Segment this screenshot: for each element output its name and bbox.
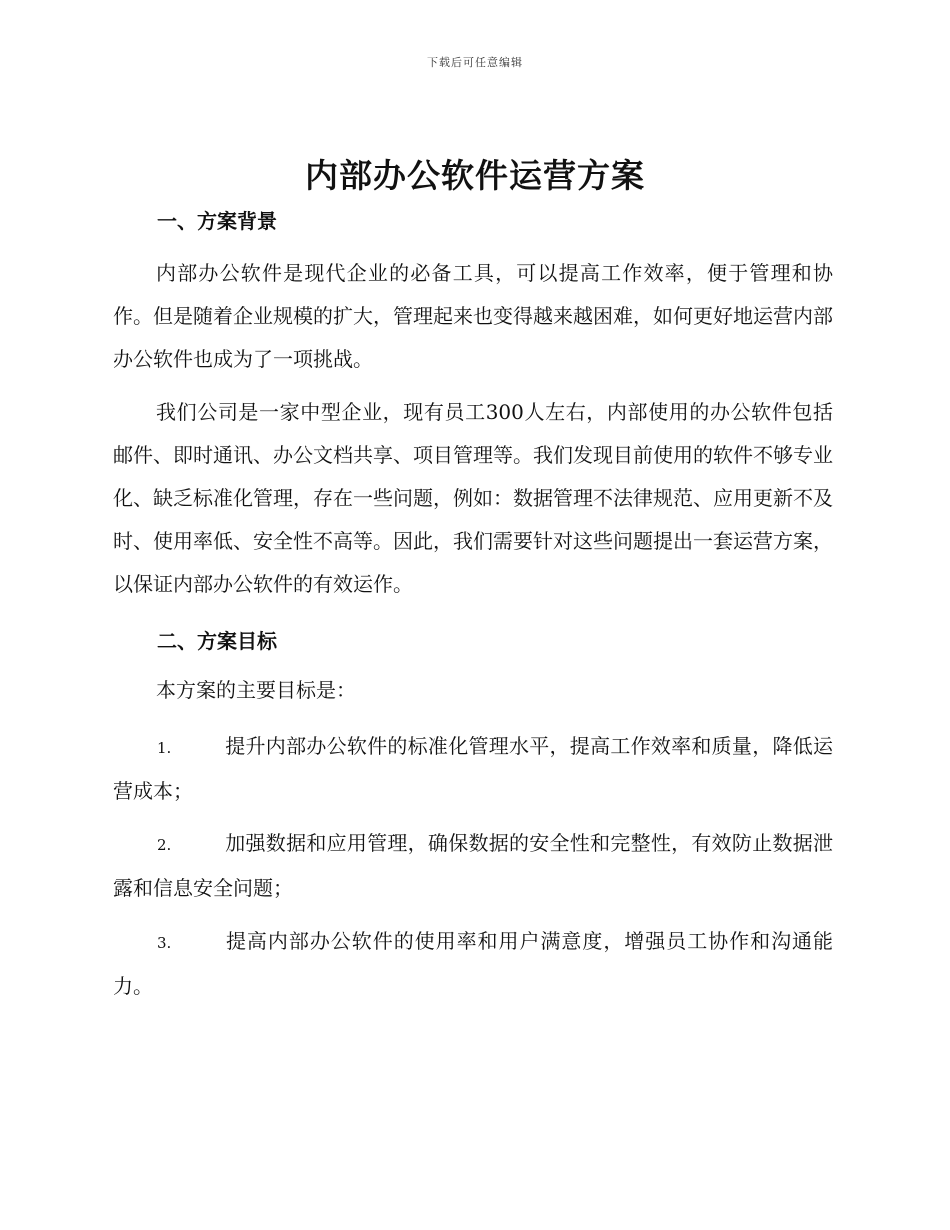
paragraph-background-2: 我们公司是一家中型企业，现有员工300人左右，内部使用的办公软件包括邮件、即时通讯、办公文档共享、项目管理等。我们发现目前使用的软件不够专业化、缺乏标准化管理，存在一些问题，例如：数据管理不法律规范、应用更新不及时、使用率低、安全性不高等。因此，我们需要针对这些问题提出一套运营方案，以保证内部办公软件的有效运作。 (113, 400, 833, 596)
section-heading-goals: 二、方案目标 (157, 629, 277, 653)
list-item-number: 2. (157, 836, 172, 854)
list-item (113, 920, 833, 1008)
section-heading-background: 一、方案背景 (157, 209, 277, 233)
paragraph-goals-intro: 本方案的主要目标是： (156, 678, 356, 702)
list-item-text: 加强数据和应用管理，确保数据的安全性和完整性，有效防止数据泄露和信息安全问题； (113, 831, 833, 900)
list-item (113, 822, 833, 910)
list-item-number: 3. (157, 934, 172, 952)
list-item-text: 提升内部办公软件的标准化管理水平，提高工作效率和质量，降低运营成本； (113, 734, 833, 803)
list-item-number: 1. (157, 739, 172, 757)
list-item (113, 725, 833, 813)
page-header-note: 下载后可任意编辑 (427, 56, 523, 69)
document-title: 内部办公软件运营方案 (305, 156, 645, 195)
list-item-text: 提高内部办公软件的使用率和用户满意度，增强员工协作和沟通能力。 (113, 929, 833, 998)
paragraph-background-1: 内部办公软件是现代企业的必备工具，可以提高工作效率，便于管理和协作。但是随着企业规模的扩大，管理起来也变得越来越困难，如何更好地运营内部办公软件也成为了一项挑战。 (113, 261, 833, 371)
